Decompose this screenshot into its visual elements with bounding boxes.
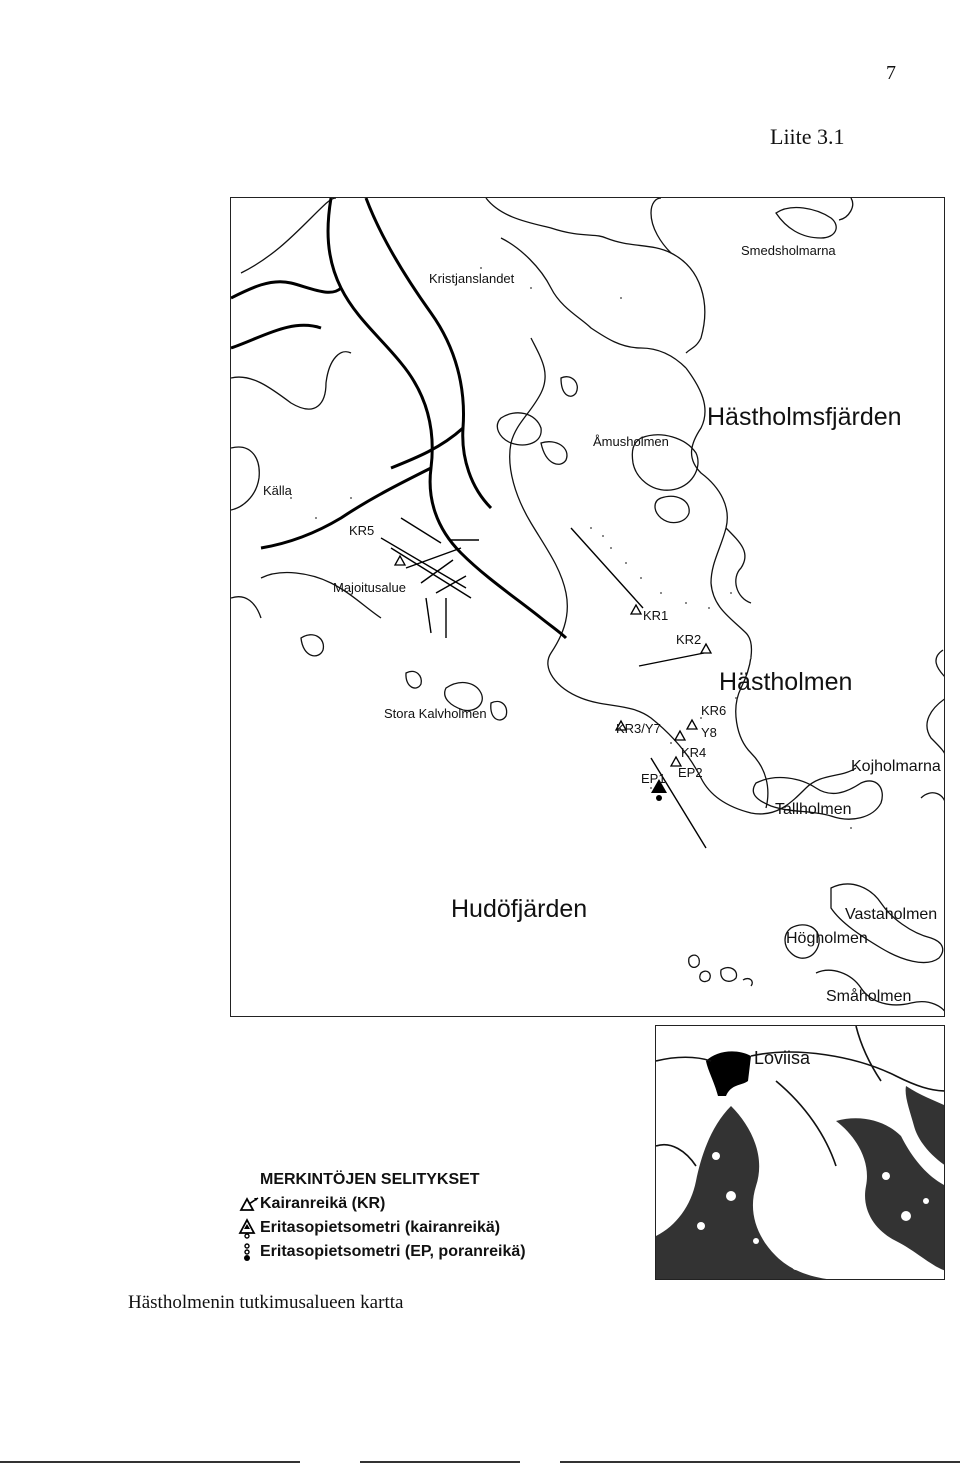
label-ep1: EP1 <box>641 771 666 786</box>
label-smaholmen: Småholmen <box>826 988 912 1005</box>
legend <box>236 1168 526 1264</box>
figure-caption: Hästholmenin tutkimusalueen kartta <box>128 1292 404 1313</box>
label-vastaholmen: Vastaholmen <box>845 906 938 923</box>
bottom-rule <box>0 1461 300 1463</box>
label-smedsholmarna: Smedsholmarna <box>741 243 836 258</box>
label-kalla: Källa <box>263 483 292 498</box>
label-amusholmen: Åmusholmen <box>593 434 669 449</box>
label-y8: Y8 <box>701 725 717 740</box>
label-hudofjarden: Hudöfjärden <box>451 895 588 923</box>
appendix-label: Liite 3.1 <box>770 124 845 149</box>
legend-item <box>236 1216 526 1240</box>
legend-item <box>236 1192 526 1216</box>
label-tallholmen: Tallholmen <box>775 801 852 818</box>
piezometer-triangle-icon <box>236 1217 260 1239</box>
label-hastholmsfjarden: Hästholmsfjärden <box>707 403 902 431</box>
label-kristjanslandet: Kristjanslandet <box>429 271 515 286</box>
legend-label: Kairanreikä (KR) <box>260 1195 386 1212</box>
label-kr1: KR1 <box>643 608 669 623</box>
label-kr5: KR5 <box>349 523 375 538</box>
page-number: 7 <box>886 62 896 84</box>
label-kr6: KR6 <box>701 703 727 718</box>
inset-label-loviisa: Loviisa <box>754 1048 811 1068</box>
legend-title: MERKINTÖJEN SELITYKSET <box>260 1171 480 1188</box>
map-drawing <box>231 198 945 1017</box>
main-map <box>230 197 945 1017</box>
label-kr3-y7: KR3/Y7 <box>616 721 661 736</box>
label-hogholmen: Högholmen <box>786 930 868 947</box>
legend-label: Eritasopietsometri (kairanreikä) <box>260 1219 501 1236</box>
label-hastholmen: Hästholmen <box>719 668 853 696</box>
borehole-triangle-icon <box>236 1193 260 1215</box>
label-stora-kalvholmen: Stora Kalvholmen <box>384 706 487 721</box>
bottom-rule <box>560 1461 960 1463</box>
piezometer-circle-icon <box>236 1241 260 1263</box>
bottom-rule <box>360 1461 520 1463</box>
label-ep2: EP2 <box>678 765 703 780</box>
legend-item <box>236 1240 526 1264</box>
legend-label: Eritasopietsometri (EP, poranreikä) <box>260 1243 526 1260</box>
label-kr2: KR2 <box>676 632 702 647</box>
label-majoitusalue: Majoitusalue <box>333 580 406 595</box>
inset-map <box>655 1025 945 1280</box>
label-kojholmarna: Kojholmarna <box>851 758 941 775</box>
label-kr4: KR4 <box>681 745 707 760</box>
